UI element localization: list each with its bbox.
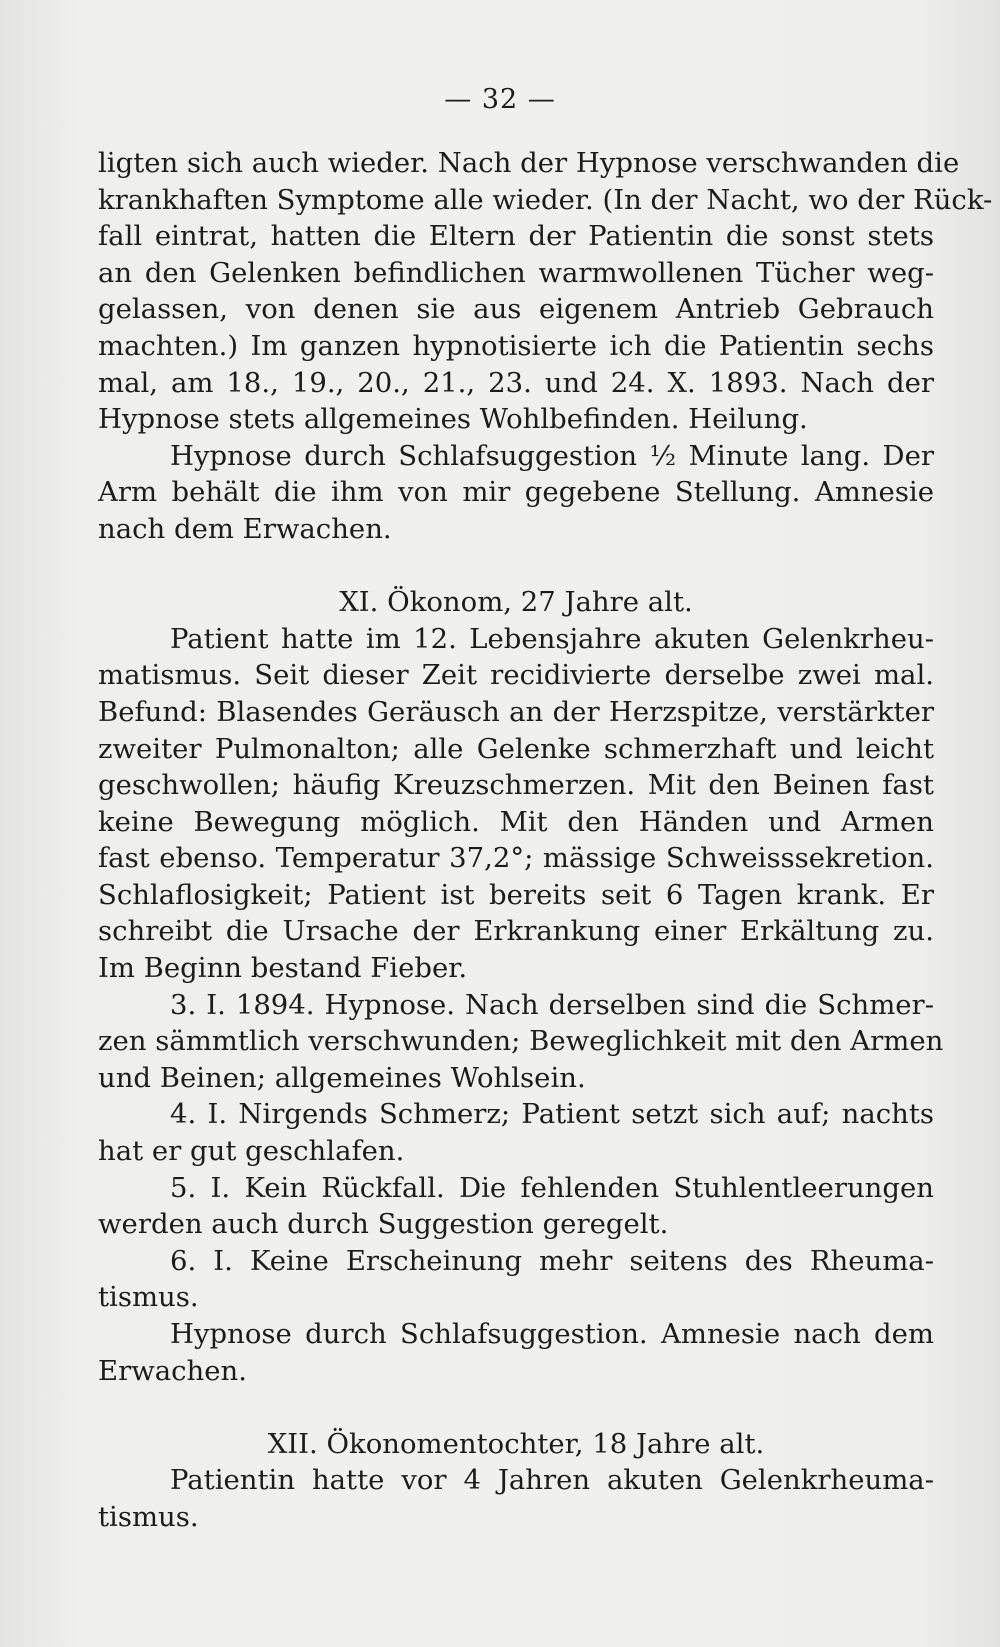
text-line: mal, am 18., 19., 20., 21., 23. und 24. X. 1893. Nach der — [98, 366, 934, 399]
text-line: 6. I. Keine Erscheinung mehr seitens des Rheuma- — [170, 1244, 934, 1277]
case-xii-body — [98, 1462, 934, 1535]
text-line: fast ebenso. Temperatur 37,2°; mässige Schweisssekretion. — [98, 842, 934, 875]
text-line: ligten sich auch wieder. Nach der Hypnose verschwanden die — [98, 147, 960, 179]
text-line: geschwollen; häufig Kreuzschmerzen. Mit den Beinen fast — [98, 769, 934, 802]
body-text — [98, 145, 993, 1536]
text-line: 3. I. 1894. Hypnose. Nach derselben sind die Schmer- — [170, 988, 934, 1021]
text-line: zweiter Pulmonalton; alle Gelenke schmerzhaft und leicht — [98, 732, 934, 765]
text-line: hat er gut geschlafen. — [98, 1135, 405, 1168]
text-line: werden auch durch Suggestion geregelt. — [98, 1208, 669, 1241]
text-line: Hypnose durch Schlafsuggestion. Amnesie nach dem — [170, 1318, 934, 1350]
text-line: Hypnose stets allgemeines Wohlbefinden. Heilung. — [98, 403, 808, 436]
text-line: 5. I. Kein Rückfall. Die fehlenden Stuhlentleerungen — [170, 1171, 934, 1204]
page-number: — 32 — — [444, 84, 556, 115]
text-line: gelassen, von denen sie aus eigenem Antrieb Gebrauch — [98, 293, 934, 326]
text-line: Arm behält die ihm von mir gegebene Stellung. Amnesie — [98, 476, 934, 509]
case-xi-heading: XI. Ökonom, 27 Jahre alt. — [339, 586, 693, 619]
text-line: Hypnose durch Schlafsuggestion ½ Minute lang. Der — [170, 439, 934, 472]
text-line: krankhaften Symptome alle wieder. (In der Nacht, wo der Rück- — [98, 183, 993, 216]
text-line: keine Bewegung möglich. Mit den Händen und Armen — [98, 805, 934, 838]
text-line: matismus. Seit dieser Zeit recidivierte derselbe zwei mal. — [98, 659, 934, 692]
text-line: Erwachen. — [98, 1354, 247, 1387]
text-line: machten.) Im ganzen hypnotisierte ich die Patientin sechs — [98, 329, 934, 362]
text-line: und Beinen; allgemeines Wohlsein. — [98, 1061, 586, 1094]
case-x-continuation — [98, 145, 993, 548]
text-line: 4. I. Nirgends Schmerz; Patient setzt sich auf; nachts — [170, 1098, 934, 1131]
text-line: Schlaflosigkeit; Patient ist bereits seit 6 Tagen krank. Er — [98, 878, 934, 911]
text-line: tismus. — [98, 1281, 199, 1314]
text-line: Patientin hatte vor 4 Jahren akuten Gelenkrheuma- — [170, 1464, 934, 1497]
case-xii-heading: XII. Ökonomentochter, 18 Jahre alt. — [267, 1427, 765, 1460]
text-line: zen sämmtlich verschwunden; Beweglichkeit mit den Armen — [98, 1025, 944, 1058]
text-line: tismus. — [98, 1500, 199, 1533]
text-line: Patient hatte im 12. Lebensjahre akuten Gelenkrheu- — [170, 622, 934, 655]
case-xi-body — [98, 621, 944, 1389]
text-line: fall eintrat, hatten die Eltern der Patientin die sonst stets — [98, 220, 934, 253]
text-line: Befund: Blasendes Geräusch an der Herzspitze, verstärkter — [98, 695, 934, 728]
text-line: an den Gelenken befindlichen warmwollenen Tücher weg- — [98, 256, 934, 289]
text-line: nach dem Erwachen. — [98, 512, 392, 545]
text-line: schreibt die Ursache der Erkrankung einer Erkältung zu. — [98, 915, 934, 948]
text-line: Im Beginn bestand Fieber. — [98, 952, 468, 985]
